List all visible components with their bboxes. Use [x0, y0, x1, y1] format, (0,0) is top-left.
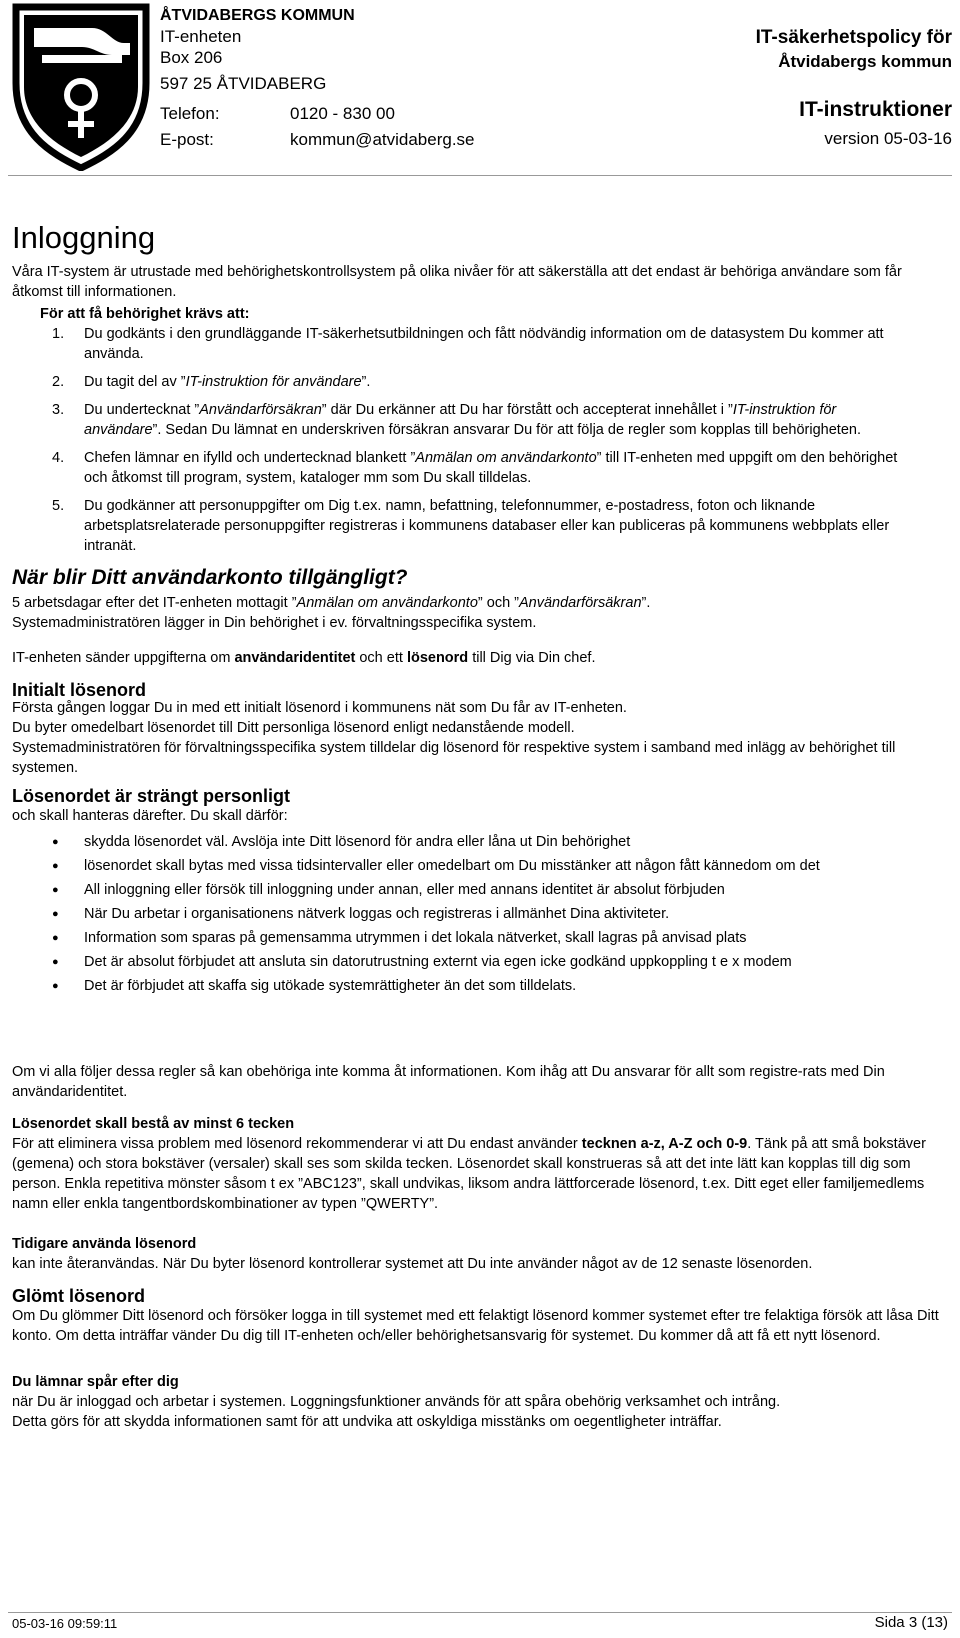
email-label: E-post:: [160, 130, 214, 149]
personal-heading: Lösenordet är strängt personligt: [12, 786, 291, 806]
previous-passwords-heading: Tidigare använda lösenord: [12, 1236, 197, 1252]
rules-list: [12, 832, 912, 1000]
list-item: ● lösenordet skall bytas med vissa tidsintervaller eller omedelbart om Du misstänker att någon fått kännedom om det: [12, 856, 944, 876]
list-item: ● Det är förbjudet att skaffa sig utökade systemrättigheter än det som tilldelats.: [12, 976, 944, 996]
access-steps: [12, 324, 912, 564]
traces-text: när Du är inloggad och arbetar i systemen. Loggningsfunktioner används för att spåra obehörig verksamhet och intrång. Detta görs för att skydda informationen samt för att undvika att oskyldiga misstänks om oegentligheter inträffar.: [12, 1394, 781, 1430]
step-item: 5. Du godkänner att personuppgifter om Dig t.ex. namn, befattning, telefonnummer, e-postadress, foton och liknande arbetsplatsrelaterade personuppgifter registreras i kommunens databaser eller kan publiceras på kommunens webbplats eller intranät.: [52, 498, 890, 554]
footer-timestamp: 05-03-16 09:59:11: [12, 1616, 118, 1631]
policy-title-line2: Åtvidabergs kommun: [778, 52, 952, 71]
footer-divider: [8, 1612, 952, 1613]
header-divider: [8, 175, 952, 176]
step-item: 1. Du godkänts i den grundläggande IT-säkerhetsutbildningen och fått nödvändig information om de datasystem Du kommer att använda.: [52, 326, 884, 362]
traces-heading: Du lämnar spår efter dig: [12, 1374, 179, 1390]
initial-password-text: Första gången loggar Du in med ett initialt lösenord i kommunens nät som Du får av IT-enheten. Du byter omedelbart lösenordet till Ditt personliga lösenord enligt nedanstående modell. Systemadministratören för förvaltningsspecifika system tilldelar dig lösenord för respektive system i samband med inlägg av behörighet till systemen.: [12, 700, 896, 776]
step-item: 3. Du undertecknat ”Användarförsäkran” där Du erkänner att Du har förstått och accepterat innehållet i ”IT-instruktion för användare”. Sedan Du lämnat en underskriven försäkran ansvarar Du för att följa de regler som kopplas till behörigheten.: [52, 402, 861, 438]
personal-subtext: och skall hanteras därefter. Du skall därför:: [12, 808, 288, 824]
phone-number: 0120 - 830 00: [290, 104, 395, 123]
list-item: ● Det är absolut förbjudet att ansluta sin datorutrustning externt via egen icke godkänd uppkoppling t e x modem: [12, 952, 944, 972]
step-item: 2. Du tagit del av ”IT-instruktion för användare”.: [52, 374, 371, 390]
account-heading: När blir Ditt användarkonto tillgängligt?: [12, 566, 408, 589]
doc-version: version 05-03-16: [824, 129, 952, 148]
account-paragraph: 5 arbetsdagar efter det IT-enheten mottagit ”Anmälan om användarkonto” och ”Användarförsäkran”. Systemadministratören lägger in Din behörighet i ev. förvaltningsspecifika system.: [12, 595, 651, 631]
phone-label: Telefon:: [160, 104, 220, 123]
postal-box: Box 206: [160, 48, 223, 67]
previous-passwords-text: kan inte återanvändas. När Du byter lösenord kontrollerar systemet att Du inte använder något av de 12 senaste lösenorden.: [12, 1256, 813, 1272]
policy-title-line1: IT-säkerhetspolicy för: [755, 27, 952, 48]
follow-rules-paragraph: Om vi alla följer dessa regler så kan obehöriga inte komma åt informationen. Kom ihåg att Du ansvarar för allt som registre-rats med Din användaridentitet.: [12, 1064, 885, 1100]
intro-paragraph: Våra IT-system är utrustade med behörighetskontrollsystem på olika nivåer för att säkerställa att det endast är behöriga användare som får åtkomst till informationen.: [12, 264, 902, 300]
organization-name: ÅTVIDABERGS KOMMUN: [160, 7, 355, 24]
coat-of-arms-logo: [12, 3, 150, 171]
list-item: ● Information som sparas på gemensamma utrymmen i det lokala nätverket, skall lagras på anvisad plats: [12, 928, 944, 948]
list-item: ● När Du arbetar i organisationens nätverk loggas och registreras i allmänhet Dina aktiviteter.: [12, 904, 944, 924]
credentials-paragraph: IT-enheten sänder uppgifterna om användaridentitet och ett lösenord till Dig via Din chef.: [12, 650, 596, 666]
six-chars-paragraph: För att eliminera vissa problem med lösenord rekommenderar vi att Du endast använder tecknen a-z, A-Z och 0-9. Tänk på att små bokstäver (gemena) och stora bokstäver (versaler) skall ses som skilda tecken. Lösenordet skall konstrueras så att det inte lätt kan kopplas till dig som person. Enkla repetitiva mönster såsom t ex ”ABC123”, skall undvikas, liksom andra lättforcerade lösenord, t.ex. Ditt eget eller familjemedlems namn eller enkla tangentbordskombinationer av typen ”QWERTY”.: [12, 1136, 926, 1212]
postal-city: 597 25 ÅTVIDABERG: [160, 74, 327, 93]
doc-title: IT-instruktioner: [799, 98, 952, 121]
department: IT-enheten: [160, 27, 242, 46]
initial-password-heading: Initialt lösenord: [12, 680, 147, 700]
step-item: 4. Chefen lämnar en ifylld och undertecknad blankett ”Anmälan om användarkonto” till IT-enheten med uppgift om den behörighet och åtkomst till program, system, kataloger mm som Du skall tilldelas.: [52, 450, 898, 486]
list-item: ● skydda lösenordet väl. Avslöja inte Ditt lösenord för andra eller låna ut Din behörighet: [12, 832, 944, 852]
forgot-password-text: Om Du glömmer Ditt lösenord och försöker logga in till systemet med ett felaktigt lösenord kommer systemet efter tre felaktiga försök att låsa Ditt konto. Om detta inträffar vänder Du dig till IT-enheten och/eller behörighetsansvarig för systemet. Du kommer då att få ett nytt lösenord.: [12, 1308, 939, 1344]
email-address[interactable]: kommun@atvidaberg.se: [290, 130, 475, 149]
list-item: ● All inloggning eller försök till inloggning under annan, eller med annans identitet är absolut förbjuden: [12, 880, 944, 900]
access-heading: För att få behörighet krävs att:: [40, 306, 250, 322]
page-number: Sida 3 (13): [874, 1614, 948, 1631]
section-title: Inloggning: [12, 220, 156, 255]
forgot-password-heading: Glömt lösenord: [12, 1286, 146, 1306]
six-chars-heading: Lösenordet skall bestå av minst 6 tecken: [12, 1116, 295, 1132]
